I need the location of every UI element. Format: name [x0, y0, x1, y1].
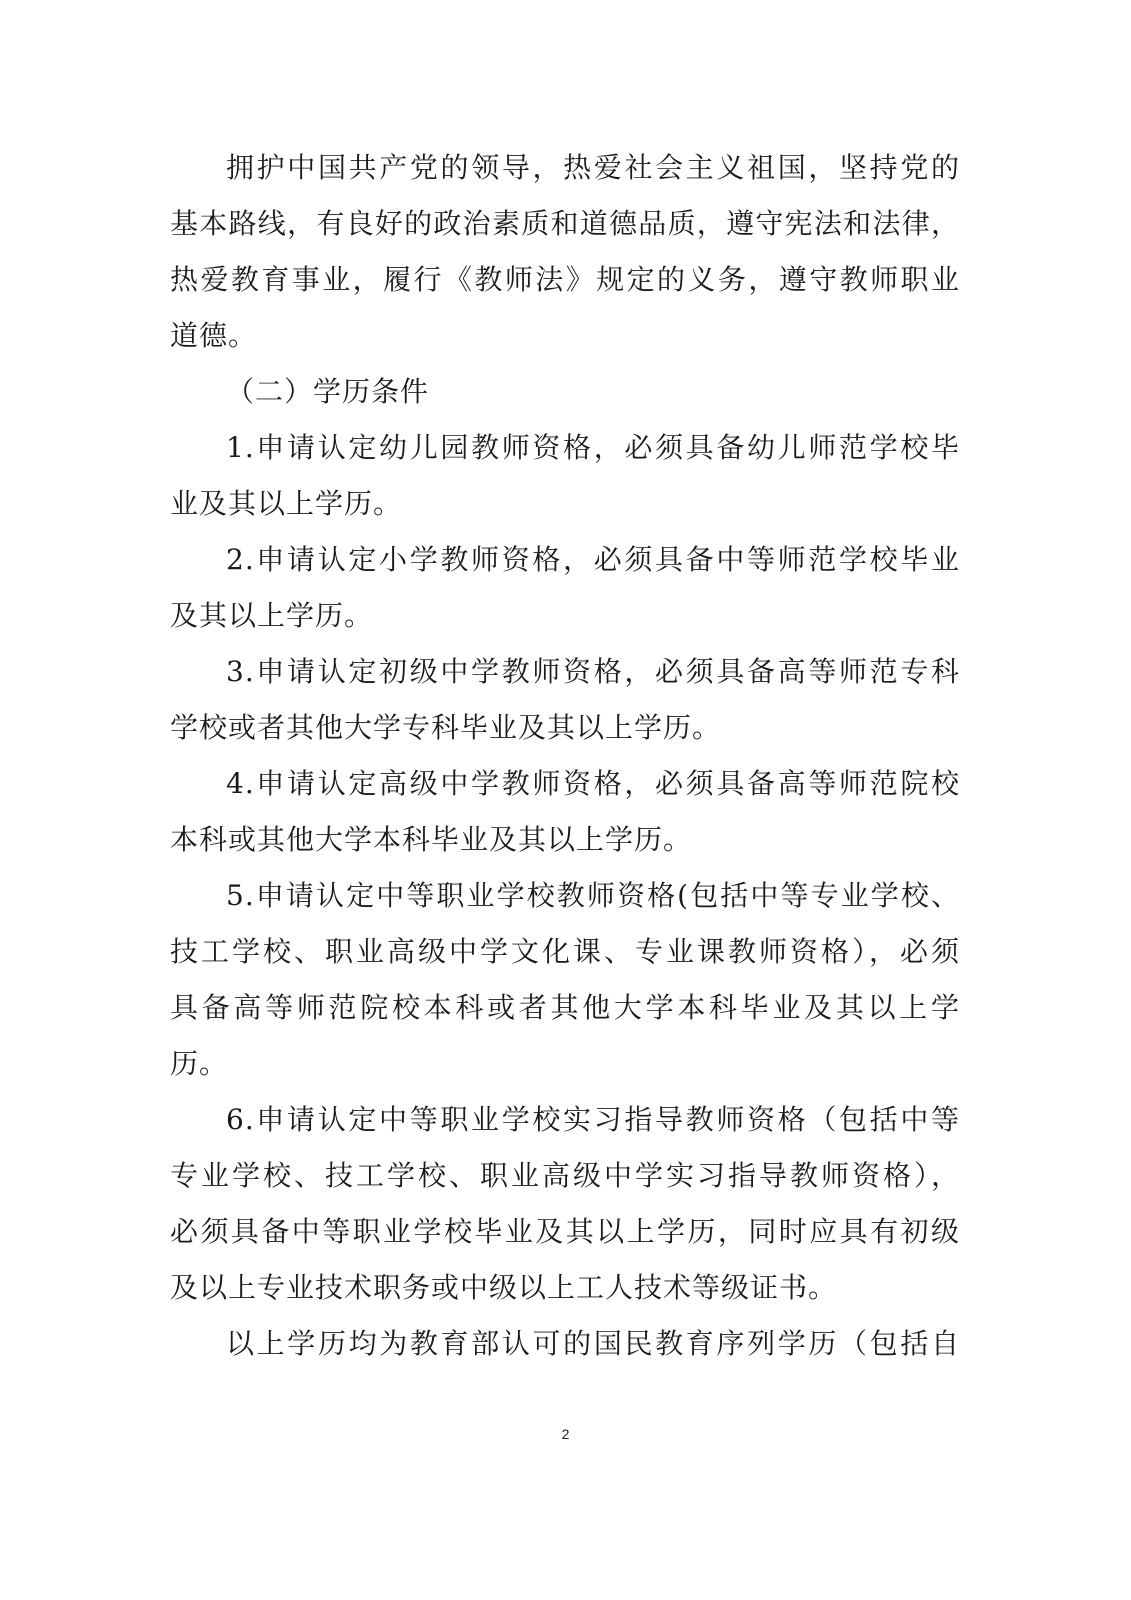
text-line: 学校或者其他大学专科毕业及其以上学历。 — [170, 711, 722, 744]
text-line: 道德。 — [170, 319, 258, 352]
text-line: 及以上专业技术职务或中级以上工人技术等级证书。 — [170, 1271, 838, 1304]
text-line: 热爱教育事业，履行《教师法》规定的义务，遵守教师职业 — [170, 263, 960, 296]
text-line: 5.申请认定中等职业学校教师资格(包括中等专业学校、 — [226, 879, 960, 912]
text-line: 专业学校、技工学校、职业高级中学实习指导教师资格）， — [170, 1159, 960, 1192]
text-line: 历。 — [170, 1047, 229, 1080]
text-line: 1.申请认定幼儿园教师资格，必须具备幼儿师范学校毕 — [226, 431, 960, 464]
text-line: 6.申请认定中等职业学校实习指导教师资格（包括中等 — [226, 1103, 960, 1136]
text-line: 拥护中国共产党的领导，热爱社会主义祖国，坚持党的 — [226, 151, 960, 184]
text-line: 业及其以上学历。 — [170, 487, 403, 520]
text-line: 基本路线，有良好的政治素质和道德品质，遵守宪法和法律， — [170, 207, 960, 240]
section-heading: （二）学历条件 — [226, 375, 430, 408]
text-line: 技工学校、职业高级中学文化课、专业课教师资格），必须 — [170, 935, 960, 968]
text-line: 以上学历均为教育部认可的国民教育序列学历（包括自 — [226, 1327, 960, 1360]
text-line: 2.申请认定小学教师资格，必须具备中等师范学校毕业 — [226, 543, 960, 576]
page-number: 2 — [561, 1426, 570, 1442]
text-line: 3.申请认定初级中学教师资格，必须具备高等师范专科 — [226, 655, 960, 688]
text-line: 必须具备中等职业学校毕业及其以上学历，同时应具有初级 — [170, 1215, 960, 1248]
text-line: 具备高等师范院校本科或者其他大学本科毕业及其以上学 — [170, 991, 960, 1024]
text-line: 及其以上学历。 — [170, 599, 374, 632]
text-line: 本科或其他大学本科毕业及其以上学历。 — [170, 823, 693, 856]
text-line: 4.申请认定高级中学教师资格，必须具备高等师范院校 — [226, 767, 960, 800]
